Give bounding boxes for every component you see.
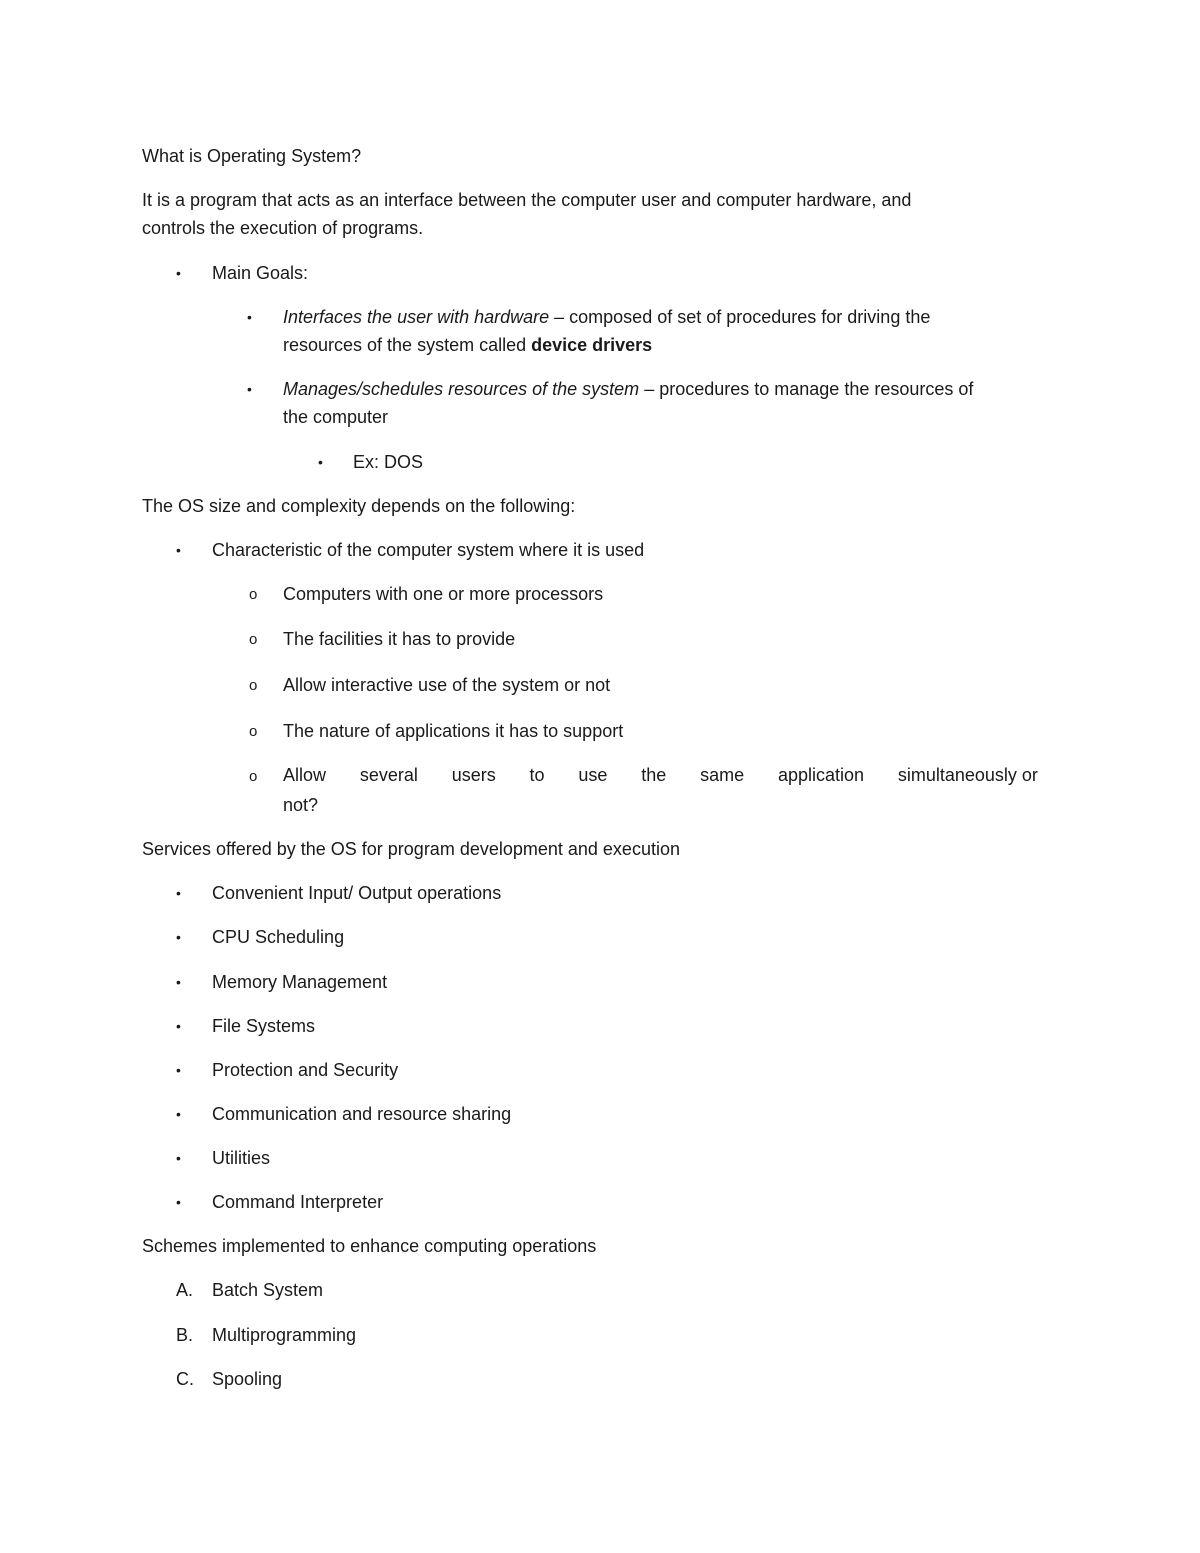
circle-bullet-icon: o [249, 586, 258, 603]
sub-item: Computers with one or more processors [283, 584, 604, 604]
circle-bullet-icon: o [249, 768, 258, 785]
scheme-item: Spooling [212, 1369, 283, 1389]
word: application [777, 765, 865, 785]
list-letter: C. [176, 1369, 194, 1389]
intro-line-1: It is a program that acts as an interface between the computer user and computer hardware, and [142, 190, 912, 210]
goal-item-1-rest: – composed of set of procedures for driving the [549, 307, 931, 327]
list-letter: A. [176, 1280, 194, 1300]
goal-item-1-line-2 [283, 334, 652, 356]
service-item: Convenient Input/ Output operations [212, 883, 502, 903]
schemes-section-heading: Schemes implemented to enhance computing operations [142, 1236, 597, 1256]
word: same [700, 765, 745, 785]
goal-item-2-italic: Manages/schedules resources of the system [283, 379, 640, 399]
service-item: Communication and resource sharing [212, 1104, 512, 1124]
bullet-icon: • [176, 265, 181, 281]
bullet-icon: • [176, 1062, 181, 1078]
service-item: Utilities [212, 1148, 271, 1168]
sub-item: The facilities it has to provide [283, 629, 516, 649]
page-title: What is Operating System? [142, 146, 362, 166]
bullet-icon: • [176, 1150, 181, 1166]
scheme-item: Batch System [212, 1280, 324, 1300]
bullet-icon: • [176, 542, 181, 558]
word: simultaneously or [897, 765, 1038, 785]
goal-item-2-line-2: the computer [283, 407, 389, 427]
intro-line-2: controls the execution of programs. [142, 218, 424, 238]
service-item: File Systems [212, 1016, 316, 1036]
service-item: CPU Scheduling [212, 927, 345, 947]
size-section-heading: The OS size and complexity depends on the following: [142, 496, 576, 516]
word: the [641, 765, 667, 785]
main-goals-label: Main Goals: [212, 263, 309, 283]
scheme-item: Multiprogramming [212, 1325, 357, 1345]
services-section-heading: Services offered by the OS for program development and execution [142, 839, 680, 859]
characteristic-item: Characteristic of the computer system where it is used [212, 540, 645, 560]
sub-item-justified-line [283, 764, 1038, 786]
goal-item-2-rest: – procedures to manage the resources of [639, 379, 974, 399]
goal-item-1-prefix: resources of the system called [283, 335, 532, 355]
sub-item: Allow interactive use of the system or not [283, 675, 611, 695]
bullet-icon: • [176, 1194, 181, 1210]
bullet-icon: • [318, 454, 323, 470]
device-drivers-term: device drivers [531, 335, 653, 355]
bullet-icon: • [176, 929, 181, 945]
bullet-icon: • [176, 1018, 181, 1034]
circle-bullet-icon: o [249, 723, 258, 740]
sub-item: The nature of applications it has to support [283, 721, 624, 741]
example-item: Ex: DOS [353, 452, 424, 472]
service-item: Command Interpreter [212, 1192, 384, 1212]
circle-bullet-icon: o [249, 677, 258, 694]
bullet-icon: • [247, 381, 252, 397]
goal-item-1-italic: Interfaces the user with hardware [283, 307, 550, 327]
list-letter: B. [176, 1325, 194, 1345]
service-item: Memory Management [212, 972, 388, 992]
bullet-icon: • [176, 885, 181, 901]
bullet-icon: • [247, 309, 252, 325]
goal-item-1-line-1 [283, 306, 930, 328]
word: use [578, 765, 608, 785]
word: several [359, 765, 418, 785]
sub-item-line-2: not? [283, 795, 319, 815]
service-item: Protection and Security [212, 1060, 399, 1080]
word: Allow [283, 765, 327, 785]
word: users [451, 765, 496, 785]
word: to [529, 765, 545, 785]
bullet-icon: • [176, 1106, 181, 1122]
circle-bullet-icon: o [249, 631, 258, 648]
goal-item-2-line-1 [283, 378, 973, 400]
bullet-icon: • [176, 974, 181, 990]
